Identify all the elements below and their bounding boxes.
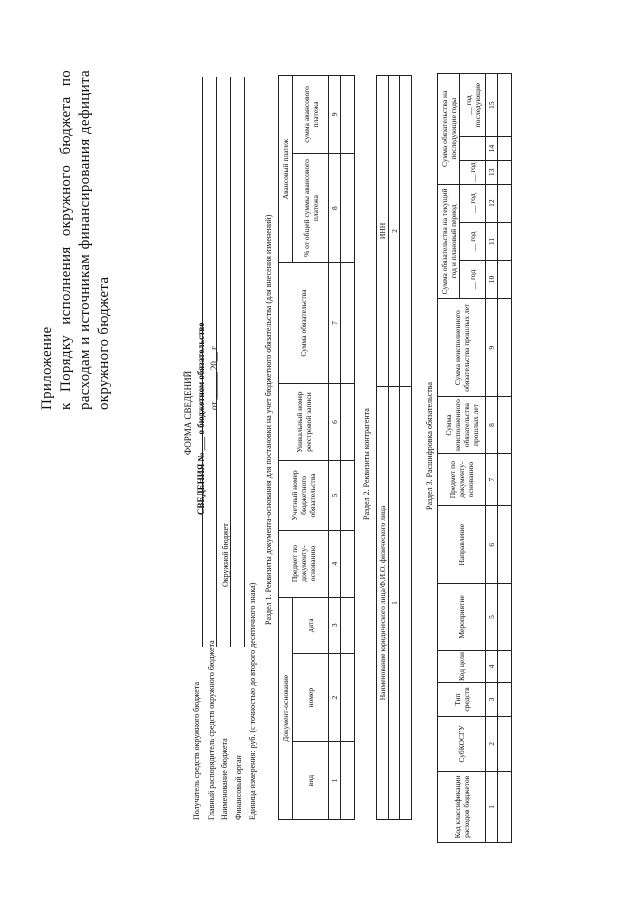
- s1-num-6: 6: [329, 383, 341, 461]
- advance-group-header: Авансовый платеж: [279, 76, 293, 263]
- s1-col-2: номер: [293, 653, 329, 741]
- year-cell-2: __ год: [460, 222, 486, 260]
- budget-line: [230, 77, 231, 647]
- budget-name-value: Окружной бюджет: [221, 523, 230, 587]
- form-title: СВЕДЕНИЯ № ___ о бюджетном обязательстве: [196, 322, 206, 515]
- s1-col-5: Учетный номер бюджетного обязательства: [279, 461, 329, 530]
- s3-num-14: 14: [486, 137, 498, 161]
- s2-col-1: Наименование юридического лица/Ф.И.О. физического лица: [377, 387, 389, 820]
- s3-num-13: 13: [486, 160, 498, 184]
- section2-table: [376, 75, 412, 820]
- s2-num-2: 2: [389, 76, 400, 387]
- s1-num-4: 4: [329, 530, 341, 597]
- s1-col-9: сумма авансового платежа: [293, 76, 329, 154]
- s1-num-9: 9: [329, 76, 341, 154]
- s3-col-5: Мероприятие: [438, 583, 486, 650]
- unit-label: Единица измерения: руб. (с точностью до второго десятичного знака): [248, 582, 257, 820]
- s3-col-8: Сумма неисполненного обязательства прошлых лет: [438, 397, 486, 454]
- s2-col-2: ИНН: [377, 76, 389, 387]
- year-cell-1: __ год: [460, 260, 486, 298]
- s3-num-7: 7: [486, 453, 498, 506]
- s3-col-4: Код цели: [438, 650, 486, 682]
- s1-num-1: 1: [329, 742, 341, 820]
- s3-col-3: Тип средств: [438, 682, 486, 716]
- s1-num-3: 3: [329, 597, 341, 653]
- appendix-title: Приложение: [39, 326, 55, 410]
- s1-col-1: вид: [293, 742, 329, 820]
- s3-col-6: Направление: [438, 506, 486, 583]
- header-line-2: расходам и источникам финансирования дефицита: [77, 70, 93, 410]
- s3-col-1: Код классификации расходов бюджетов: [438, 771, 486, 842]
- s3-col-9: Сумма неисполненного обязательства прошлых лет: [438, 299, 486, 397]
- manager-line: [216, 77, 217, 647]
- s3-num-9: 9: [486, 299, 498, 397]
- s3-num-8: 8: [486, 397, 498, 454]
- s3-num-3: 3: [486, 682, 498, 716]
- recipient-line: [202, 77, 203, 647]
- future-years-group: Сумма обязательства на последующие годы: [438, 74, 460, 185]
- s1-col-4: Предмет по документу-основанию: [279, 530, 329, 597]
- s1-num-5: 5: [329, 461, 341, 530]
- document-header: [38, 70, 114, 410]
- s3-num-12: 12: [486, 184, 498, 222]
- section1-table: [278, 75, 355, 820]
- s3-num-1: 1: [486, 771, 498, 842]
- budget-name-label: Наименование бюджета: [220, 738, 229, 820]
- section1-title: Раздел 1. Реквизиты документа-основания для постановки на учет бюджетного обязательства (для внесения изменений): [264, 214, 273, 625]
- s1-col-6: Уникальный номер реестровой записи: [279, 383, 329, 461]
- s1-col-7: Сумма обязательства: [279, 263, 329, 383]
- fin-organ-line: [244, 77, 245, 647]
- s1-num-7: 7: [329, 263, 341, 383]
- s3-num-15: 15: [486, 74, 498, 137]
- section2-title: Раздел 2. Реквизиты контрагента: [362, 408, 371, 520]
- form-name: ФОРМА СВЕДЕНИЙ: [183, 370, 193, 455]
- doc-group-header: Документ-основание: [279, 597, 293, 819]
- header-line-1: к Порядку исполнения окружного бюджета по: [58, 70, 74, 410]
- year-cell-5: __ год последующие: [460, 74, 486, 137]
- s1-num-2: 2: [329, 653, 341, 741]
- s2-num-1: 1: [389, 387, 400, 820]
- fin-organ-label: Финансовый орган: [234, 755, 243, 820]
- manager-label: Главный распорядитель средств окружного бюджета: [207, 640, 216, 820]
- s3-num-6: 6: [486, 506, 498, 583]
- section3-table: [437, 73, 512, 843]
- s1-col-8: % от общей суммы авансового платежа: [293, 153, 329, 263]
- s3-num-5: 5: [486, 583, 498, 650]
- s3-col-7: Предмет по документу-основанию: [438, 453, 486, 506]
- recipient-label: Получатель средств окружного бюджета: [192, 681, 201, 820]
- s1-num-8: 8: [329, 153, 341, 263]
- current-years-group: Сумма обязательства на текущий год и плановый период: [438, 184, 460, 299]
- year-cell-4: __ год: [460, 160, 486, 184]
- s3-num-2: 2: [486, 717, 498, 772]
- year-cell-3: __ год: [460, 184, 486, 222]
- header-line-3: окружного бюджета: [96, 276, 112, 410]
- s3-col-2: СубКОСГУ: [438, 717, 486, 772]
- form-date: от ______ 20__ г.: [209, 345, 219, 410]
- s3-num-10: 10: [486, 260, 498, 298]
- s3-num-11: 11: [486, 222, 498, 260]
- s1-col-3: дата: [293, 597, 329, 653]
- s3-num-4: 4: [486, 650, 498, 682]
- section3-title: Раздел 3. Расшифровка обязательства: [425, 382, 434, 510]
